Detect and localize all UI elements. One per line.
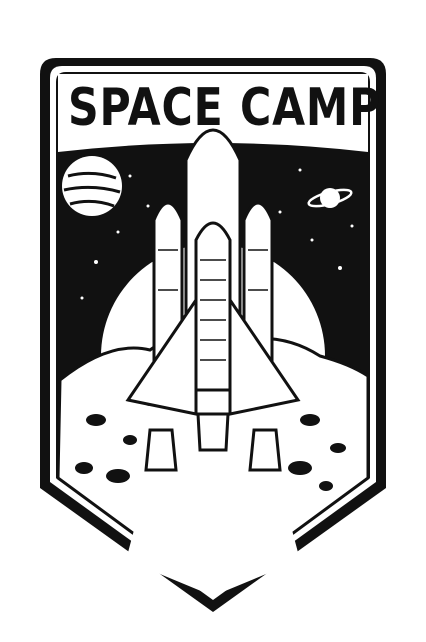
exhaust-plume xyxy=(126,470,300,596)
planet-icon xyxy=(62,156,122,216)
title-space: SPACE xyxy=(68,78,224,138)
title-camp: CAMP xyxy=(240,78,382,138)
